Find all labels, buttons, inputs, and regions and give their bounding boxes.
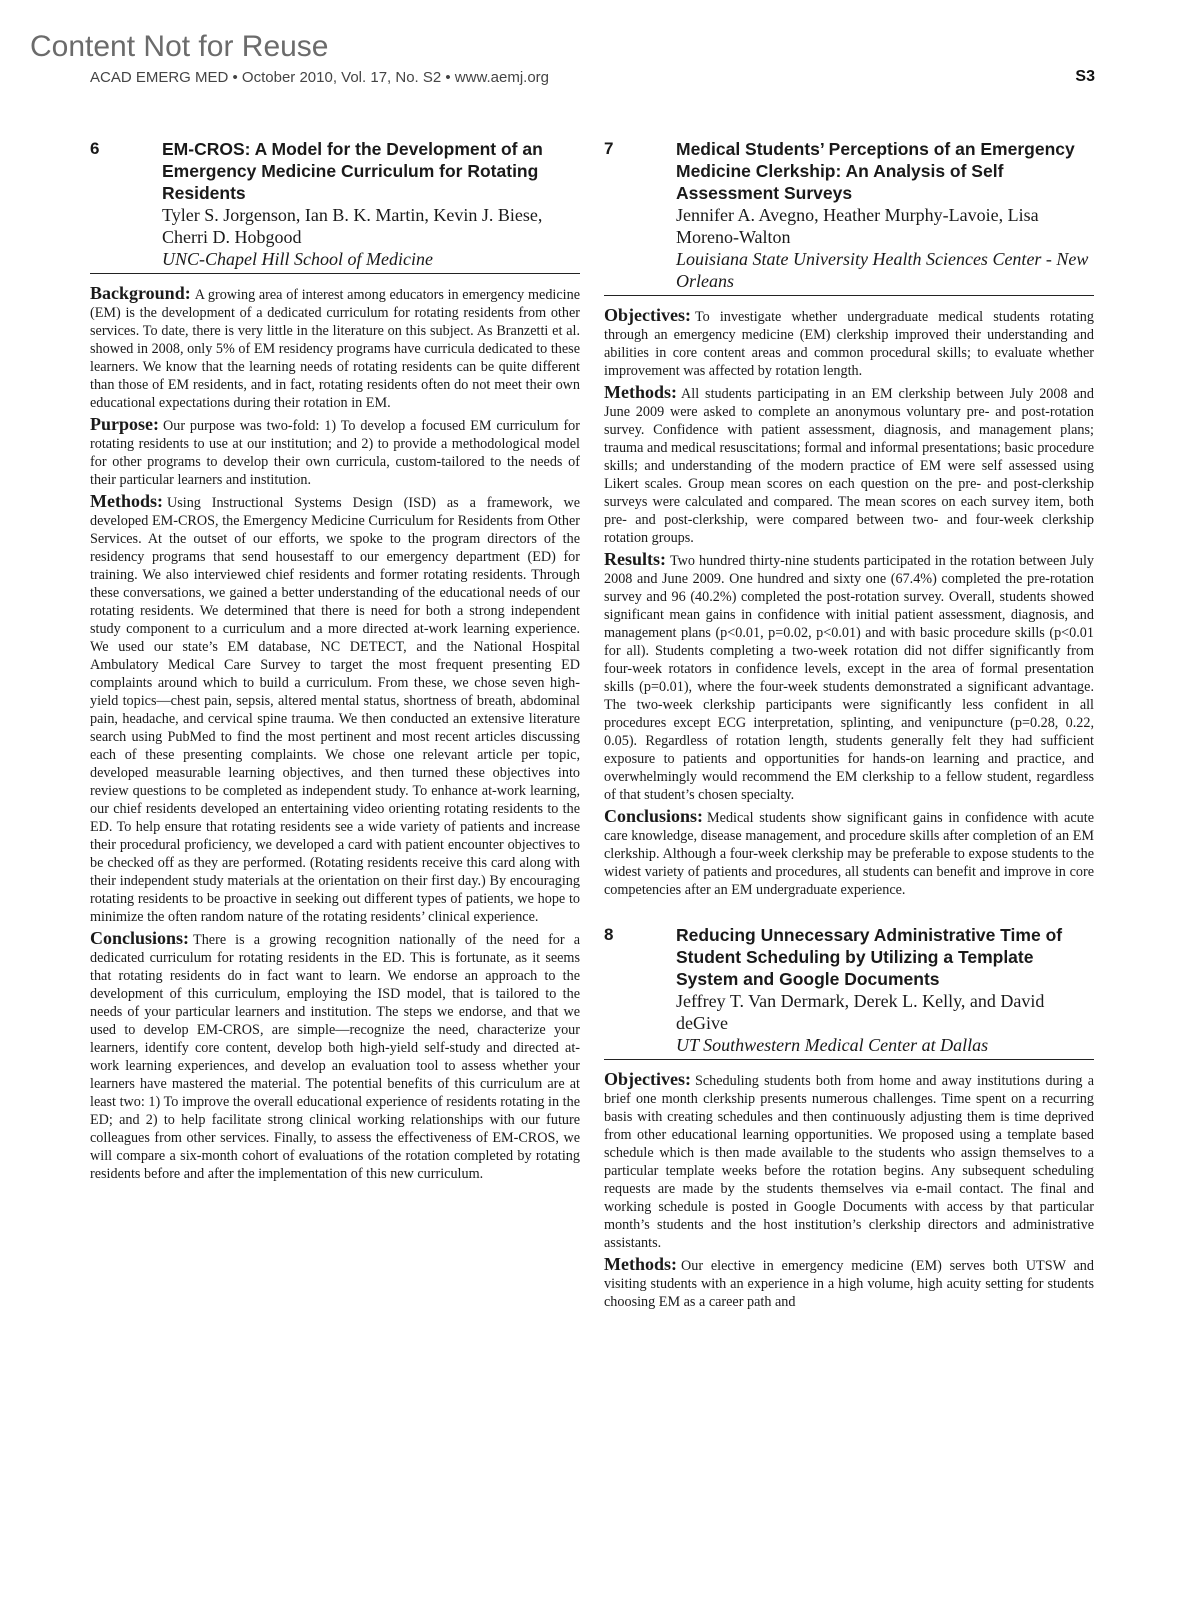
section-label: Methods:	[604, 382, 677, 402]
section-label: Methods:	[604, 1254, 677, 1274]
abstract-meta	[676, 924, 1094, 1056]
section-conclusions	[604, 807, 1094, 899]
page-number: S3	[1075, 68, 1095, 85]
divider	[604, 295, 1094, 296]
section-text: Scheduling students both from home and away institutions during a brief one month clerkship presents numerous challenges. Time spent on a recurring basis with creating schedules and then continuously adjusting them is time deprived from other educational learning opportunities. We proposed using a template based schedule which is then made available to the students who assign themselves to a particular template weeks before the rotation begins. Any subsequent scheduling requests are made by the students themselves via e-mail contact. The final and working schedule is posted in Google Documents with access by that particular month’s students and the host institution’s clerkship directors and administrative assistants.	[604, 1073, 1094, 1251]
abstract-authors: Tyler S. Jorgenson, Ian B. K. Martin, Kevin J. Biese, Cherri D. Hobgood	[162, 205, 543, 247]
abstract-8	[604, 924, 1094, 1311]
abstract-authors: Jeffrey T. Van Dermark, Derek L. Kelly, and David deGive	[676, 991, 1045, 1033]
running-head: ACAD EMERG MED • October 2010, Vol. 17, No. S2 • www.aemj.org	[90, 69, 550, 86]
section-label: Objectives:	[604, 305, 691, 325]
abstract-institution: Louisiana State University Health Sciences Center - New Orleans	[676, 249, 1089, 291]
spacer	[604, 902, 1094, 924]
section-text: Using Instructional Systems Design (ISD) as a framework, we developed EM-CROS, the Emergency Medicine Curriculum for Residents from Other Services. At the outset of our efforts, we spoke to the program directors of the residency programs that send housestaff to our emergency department (ED) for training. We also interviewed chief residents and former rotating residents. Through these conversations, we gained a better understanding of the educational needs of our rotating residents. We determined that there is need for both a strong independent study component to a curriculum and a more directed at-work learning experience. We used our state’s EM database, NC DETECT, and the National Hospital Ambulatory Medical Care Survey to target the most frequent presenting ED complaints around which to build a curriculum. From these, we chose seven high-yield topics—chest pain, sepsis, altered mental status, shortness of breath, abdominal pain, headache, and cervical spine trauma. We then conducted an extensive literature search using PubMed to find the most pertinent and most recent articles discussing each of these presenting complaints. We chose one relevant article per topic, developed measurable learning objectives, and then turned these objectives into review questions to be completed as independent study. To enhance at-work learning, our chief residents developed an entertaining video orienting rotating residents to the ED. To help ensure that rotating residents see a wide variety of patients and increase their procedural proficiency, we developed a card with patient encounter objectives to be checked off as they are performed. (Rotating residents receive this card along with their independent study materials at the orientation on their first day.) By encouraging rotating residents to be proactive in seeking out different types of patients, we hope to minimize the often random nature of the rotating residents’ clinical experience.	[90, 495, 580, 925]
section-text: Medical students show significant gains in confidence with acute care knowledge, disease management, and procedure skills after completion of an EM clerkship. Although a four-week clerkship may be preferable to expose students to the widest variety of patients and procedures, all students can benefit and improve in core competencies after an EM undergraduate experience.	[604, 810, 1094, 898]
section-text: Our purpose was two-fold: 1) To develop a focused EM curriculum for rotating residents to use at our institution; and 2) to provide a methodological model for other programs to develop their own curricula, custom-tailored to the needs of their particular learners and institution.	[90, 418, 580, 488]
abstract-number: 8	[604, 925, 614, 944]
abstract-title: EM-CROS: A Model for the Development of an Emergency Medicine Curriculum for Rotating Residents	[162, 139, 543, 203]
section-methods	[90, 492, 580, 926]
abstract-number: 7	[604, 139, 614, 158]
section-text: A growing area of interest among educators in emergency medicine (EM) is the development of a dedicated curriculum for rotating residents from other services. To date, there is very little in the literature on this subject. As Branzetti et al. showed in 2008, only 5% of EM residency programs have curricula dedicated to these learners. We know that the learning needs of rotating residents can be quite different than those of EM residents, and in fact, rotating residents often do not meet their own educational expectations during their rotation in EM.	[90, 287, 580, 411]
abstract-6	[90, 138, 580, 1183]
section-label: Objectives:	[604, 1069, 691, 1089]
section-text: Two hundred thirty-nine students participated in the rotation between July 2008 and June 2009. One hundred and sixty one (67.4%) completed the pre-rotation survey and 96 (40.2%) completed the post-rotation survey. Overall, students showed significant mean gains in confidence with initial patient assessment, diagnosis, and management plans (p<0.01, p=0.02, p<0.01) and with basic procedure skills (p<0.01 for all). Students completing a two-week rotation did not differ significantly from four-week rotators in confidence levels, except in the area of formal presentation skills (p=0.01), where the four-week students demonstrated a significant advantage. The two-week clerkship participants were significantly less confident in all procedures except ECG interpretation, splinting, and venipuncture (p=0.28, 0.22, 0.05). Regardless of rotation length, students generally felt they had sufficient exposure to patients and opportunities for hands-on learning and practice, and overwhelmingly would recommend the EM clerkship to a fellow student, regardless of that student’s chosen specialty.	[604, 553, 1094, 803]
section-label: Background:	[90, 283, 191, 303]
abstract-meta	[676, 138, 1094, 292]
section-background	[90, 284, 580, 412]
section-label: Purpose:	[90, 414, 159, 434]
section-label: Methods:	[90, 491, 163, 511]
section-label: Conclusions:	[604, 806, 704, 826]
abstract-authors: Jennifer A. Avegno, Heather Murphy-Lavoie, Lisa Moreno-Walton	[676, 205, 1039, 247]
abstract-title: Medical Students’ Perceptions of an Emergency Medicine Clerkship: An Analysis of Self Assessment Surveys	[676, 139, 1075, 203]
abstract-header	[90, 138, 580, 270]
section-text: All students participating in an EM clerkship between July 2008 and June 2009 were asked to complete an anonymous voluntary pre- and post-rotation survey. Confidence with patient assessment, diagnosis, and management plans; trauma and medical resuscitations; formal and informal presentations; basic procedure skills; and understanding of the modern practice of EM were self assessed using Likert scales. Group mean scores on each question on the pre- and post-clerkship surveys were calculated and compared. The mean scores on each survey item, both pre- and post-clerkship, were compared between two- and four-week clerkship rotation groups.	[604, 386, 1094, 546]
right-column	[604, 138, 1094, 1314]
divider	[604, 1059, 1094, 1060]
section-text: There is a growing recognition nationally of the need for a dedicated curriculum for rotating residents in the ED. This is fortunate, as it seems that rotating residents do in fact want to learn. We endorse an approach to the development of this curriculum, employing the ISD model, that is tailored to the needs of your particular learners and institution. The steps we endorse, and that we used to develop EM-CROS, are simple—recognize the need, characterize your learners, identify core content, develop both high-yield self-study and directed at-work learning experiences, and develop an evaluation tool to assess whether your learners have mastered the material. The potential benefits of this curriculum are at least two: 1) To improve the overall educational experience of residents rotating in the ED; and 2) to help facilitate strong clinical working relationships with our future colleagues from other services. Finally, to assess the effectiveness of EM-CROS, we will compare a six-month cohort of evaluations of the rotation completed by rotating residents before and after the implementation of this new curriculum.	[90, 932, 580, 1182]
section-results	[604, 550, 1094, 804]
watermark: Content Not for Reuse	[30, 30, 329, 63]
section-objectives	[604, 1070, 1094, 1252]
section-methods	[604, 383, 1094, 547]
abstract-header	[604, 138, 1094, 292]
abstract-institution: UT Southwestern Medical Center at Dallas	[676, 1035, 989, 1055]
abstract-title: Reducing Unnecessary Administrative Time of Student Scheduling by Utilizing a Template System and Google Documents	[676, 925, 1063, 989]
section-conclusions	[90, 929, 580, 1183]
section-text: Our elective in emergency medicine (EM) serves both UTSW and visiting students with an experience in a high volume, high acuity setting for students choosing EM as a career path and	[604, 1258, 1094, 1310]
abstract-header	[604, 924, 1094, 1056]
section-label: Conclusions:	[90, 928, 190, 948]
divider	[90, 273, 580, 274]
abstract-7	[604, 138, 1094, 899]
section-text: To investigate whether undergraduate medical students rotating through an emergency medicine (EM) clerkship improved their understanding and abilities in core content areas and common procedural skills; to evaluate whether improvement was affected by rotation length.	[604, 309, 1094, 379]
left-column	[90, 138, 580, 1186]
section-purpose	[90, 415, 580, 489]
abstract-meta	[162, 138, 580, 270]
abstract-number: 6	[90, 139, 100, 158]
section-objectives	[604, 306, 1094, 380]
section-label: Results:	[604, 549, 666, 569]
abstract-institution: UNC-Chapel Hill School of Medicine	[162, 249, 433, 269]
section-methods	[604, 1255, 1094, 1311]
